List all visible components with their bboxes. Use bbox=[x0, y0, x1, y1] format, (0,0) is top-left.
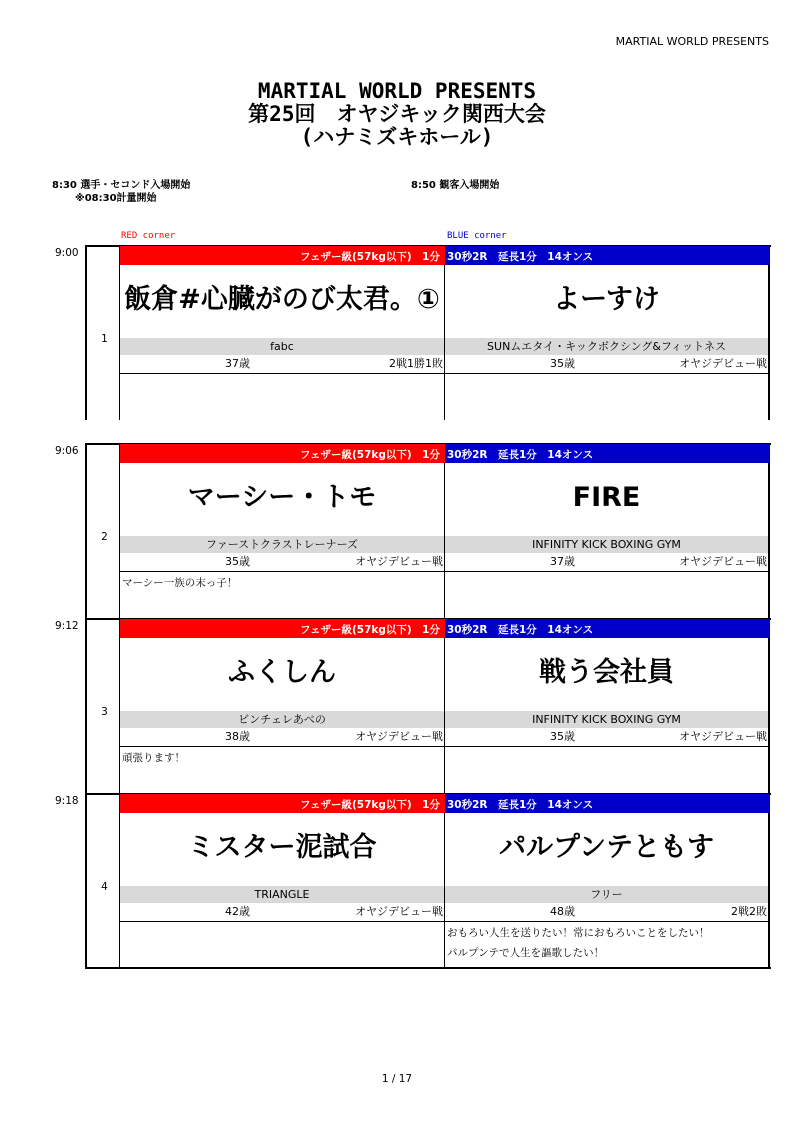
red-fighter-stats bbox=[120, 903, 444, 922]
table-bottom-rule bbox=[85, 967, 771, 969]
bout-row bbox=[0, 245, 794, 420]
red-fighter-stats bbox=[120, 355, 444, 374]
red-fighter-panel bbox=[120, 813, 445, 968]
schedule-audience: 8:50 観客入場開始 bbox=[411, 180, 500, 191]
red-fighter-panel bbox=[120, 463, 445, 618]
weight-class-right: 30秒2R 延長1分 14オンス bbox=[447, 799, 594, 811]
blue-corner-label: BLUE corner bbox=[447, 231, 507, 241]
bout-row bbox=[0, 793, 794, 968]
weight-class-right: 30秒2R 延長1分 14オンス bbox=[447, 624, 594, 636]
red-fighter-stats bbox=[120, 553, 444, 572]
blue-fighter-panel bbox=[445, 638, 770, 793]
page-number: 1 / 17 bbox=[381, 1073, 413, 1085]
title-line-1: MARTIAL WORLD PRESENTS bbox=[257, 79, 537, 103]
bout-time: 9:06 bbox=[55, 445, 79, 457]
red-fighter-team: ビンチェレあべの bbox=[120, 711, 444, 728]
bout-time: 9:18 bbox=[55, 795, 79, 807]
bout-number-cell bbox=[85, 245, 120, 420]
weight-class-left: フェザー級(57kg以下) 1分 bbox=[300, 799, 440, 811]
blue-fighter-record: オヤジデビュー戦 bbox=[679, 555, 767, 568]
red-fighter-age: 37歳 bbox=[225, 357, 250, 370]
blue-fighter-record: 2戦2敗 bbox=[731, 905, 767, 918]
red-fighter-name: ふくしん bbox=[228, 657, 336, 688]
blue-fighter-name: よーすけ bbox=[553, 284, 660, 315]
red-fighter-comment: マーシー一族の末っ子！ bbox=[122, 577, 238, 589]
red-fighter-panel bbox=[120, 265, 445, 420]
bout-time: 9:12 bbox=[55, 620, 79, 632]
blue-fighter-panel bbox=[445, 463, 770, 618]
blue-fighter-record: オヤジデビュー戦 bbox=[679, 357, 767, 370]
red-fighter-name: マーシー・トモ bbox=[187, 482, 377, 513]
weight-class-right: 30秒2R 延長1分 14オンス bbox=[447, 449, 594, 461]
blue-fighter-stats bbox=[445, 903, 768, 922]
header-brand: MARTIAL WORLD PRESENTS bbox=[615, 35, 769, 48]
bout-number: 1 bbox=[101, 333, 108, 345]
red-fighter-age: 35歳 bbox=[225, 555, 250, 568]
blue-fighter-age: 35歳 bbox=[550, 357, 575, 370]
red-fighter-record: オヤジデビュー戦 bbox=[355, 905, 443, 918]
blue-fighter-name: FIRE bbox=[572, 482, 641, 513]
red-corner-label: RED corner bbox=[121, 231, 176, 241]
page-title bbox=[0, 80, 794, 149]
red-fighter-team: ファーストクラストレーナーズ bbox=[120, 536, 444, 553]
blue-fighter-comment: おもろい人生を送りたい！常におもろいことをしたい！ パルプンテで人生を謳歌したい！ bbox=[447, 927, 710, 959]
bout-number: 4 bbox=[101, 881, 108, 893]
bout-row bbox=[0, 443, 794, 618]
bout-number-cell bbox=[85, 443, 120, 618]
title-line-3: (ハナミズキホール) bbox=[300, 125, 494, 149]
weight-class-left: フェザー級(57kg以下) 1分 bbox=[300, 624, 440, 636]
red-fighter-age: 42歳 bbox=[225, 905, 250, 918]
blue-fighter-team: INFINITY KICK BOXING GYM bbox=[445, 711, 768, 728]
bout-number: 2 bbox=[101, 531, 108, 543]
blue-fighter-name: 戦う会社員 bbox=[539, 657, 674, 688]
blue-fighter-stats bbox=[445, 355, 768, 374]
title-line-2: 第25回 オヤジキック関西大会 bbox=[248, 102, 546, 126]
blue-fighter-panel bbox=[445, 265, 770, 420]
red-fighter-name: ミスター泥試合 bbox=[187, 832, 377, 863]
red-fighter-panel bbox=[120, 638, 445, 793]
red-fighter-team: fabc bbox=[120, 338, 444, 355]
blue-fighter-age: 37歳 bbox=[550, 555, 575, 568]
weight-class-right: 30秒2R 延長1分 14オンス bbox=[447, 251, 594, 263]
bout-number-cell bbox=[85, 793, 120, 968]
blue-fighter-stats bbox=[445, 553, 768, 572]
blue-fighter-stats bbox=[445, 728, 768, 747]
blue-fighter-name: パルプンテともす bbox=[499, 832, 714, 863]
weight-class-left: フェザー級(57kg以下) 1分 bbox=[300, 449, 440, 461]
blue-fighter-record: オヤジデビュー戦 bbox=[679, 730, 767, 743]
schedule-weighin: ※08:30計量開始 bbox=[75, 193, 157, 204]
blue-fighter-age: 35歳 bbox=[550, 730, 575, 743]
red-fighter-record: 2戦1勝1敗 bbox=[389, 357, 443, 370]
blue-fighter-team: SUNムエタイ・キックボクシング&フィットネス bbox=[445, 338, 768, 355]
red-fighter-comment: 頑張ります！ bbox=[122, 752, 185, 764]
blue-fighter-age: 48歳 bbox=[550, 905, 575, 918]
red-fighter-record: オヤジデビュー戦 bbox=[355, 555, 443, 568]
bout-row bbox=[0, 618, 794, 793]
blue-fighter-panel bbox=[445, 813, 770, 968]
bout-number-cell bbox=[85, 618, 120, 793]
blue-fighter-team: INFINITY KICK BOXING GYM bbox=[445, 536, 768, 553]
red-fighter-name: 飯倉#心臓がのび太君。① bbox=[124, 284, 440, 315]
schedule-entry: 8:30 選手・セコンド入場開始 bbox=[52, 180, 191, 191]
weight-class-left: フェザー級(57kg以下) 1分 bbox=[300, 251, 440, 263]
red-fighter-age: 38歳 bbox=[225, 730, 250, 743]
red-fighter-team: TRIANGLE bbox=[120, 886, 444, 903]
bout-number: 3 bbox=[101, 706, 108, 718]
bout-time: 9:00 bbox=[55, 247, 79, 259]
blue-fighter-team: フリー bbox=[445, 886, 768, 903]
red-fighter-record: オヤジデビュー戦 bbox=[355, 730, 443, 743]
red-fighter-stats bbox=[120, 728, 444, 747]
